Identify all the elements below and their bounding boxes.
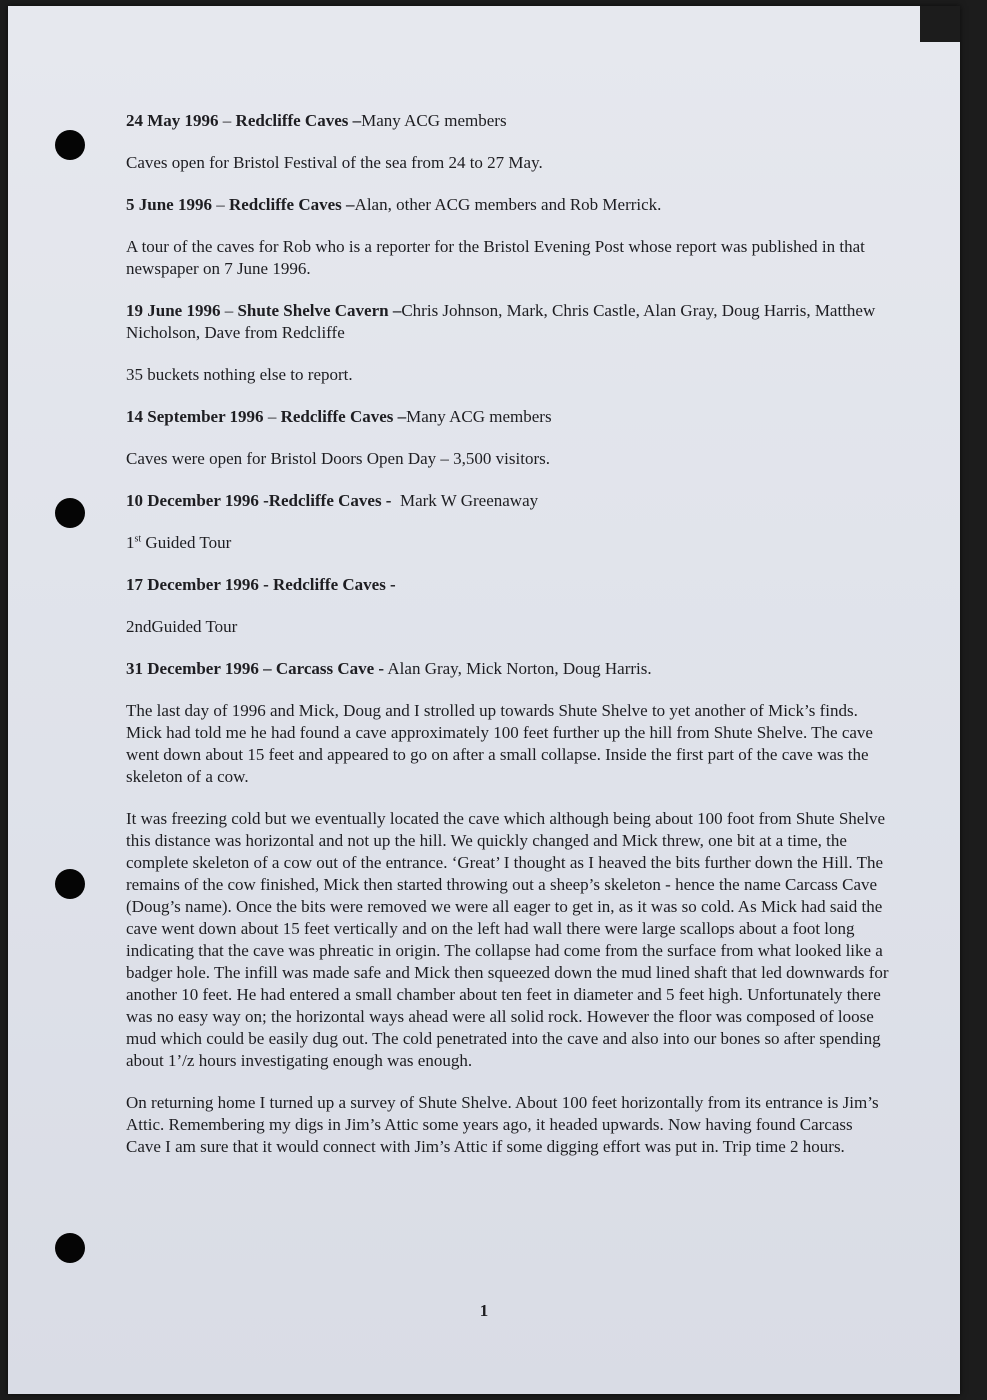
ordinal-suffix: st <box>134 533 142 545</box>
entry-people: Alan Gray, Mick Norton, Doug Harris. <box>384 659 652 678</box>
entry-people: Alan, other ACG members and Rob Merrick. <box>354 195 662 214</box>
entry-people: Mark W Greenaway <box>391 491 539 510</box>
entry-place: Carcass Cave - <box>275 659 385 678</box>
entry-body-rest: Guided Tour <box>141 533 232 552</box>
punch-hole <box>55 869 85 899</box>
narrative-paragraph: It was freezing cold but we eventually located the cave which although being about 100 foot from Shute Shelve this distance was horizontal and not up the hill. We quickly changed and Mick threw, one bit at a time, the complete skeleton of a cow out of the entrance. ‘Great’ I thought as I heaved the bits further down the Hill. The remains of the cow finished, Mick then started throwing out a sheep’s skeleton - hence the name Carcass Cave (Doug’s name). Once the bits were removed we were all eager to get in, as it was so cold. As Mick had said the cave went down about 15 feet vertically and on the left had wall there were large scallops about a foot long indicating that the cave was phreatic in origin. The collapse had come from the surface from what looked like a badger hole. The infill was made safe and Mick then squeezed down the mud lined shaft that led downwards for another 10 feet. He had entered a small chamber about ten feet in diameter and 5 feet high. Unfortunately there was no easy way on; the horizontal ways ahead were all solid rock. However the floor was composed of loose mud which could be easily dug out. The cold penetrated into the cave and also into our bones so after spending about 1’/z hours investigating enough was enough. <box>126 809 889 1070</box>
punch-hole <box>55 498 85 528</box>
entry-heading <box>126 658 891 680</box>
entry-heading <box>126 110 891 132</box>
page-number: 1 <box>479 1301 489 1320</box>
entry-people: Chris Johnson, Mark, Chris Castle, Alan Gray, Doug Harris, Matthew Nicholson, Dave from Redcliffe <box>126 301 876 342</box>
entry-date: 10 December 1996 <box>126 491 259 510</box>
document-page <box>8 6 960 1394</box>
entry-place: Redcliffe Caves – <box>235 111 362 130</box>
entry-date: 5 June 1996 <box>126 195 212 214</box>
entry-body: Caves open for Bristol Festival of the sea from 24 to 27 May. <box>126 153 543 172</box>
entry-separator: – <box>263 407 281 426</box>
entry-date: 17 December 1996 <box>126 575 259 594</box>
entry-people: Many ACG members <box>361 111 507 130</box>
entry-place: Redcliffe Caves – <box>228 195 355 214</box>
entry-place: Shute Shelve Cavern – <box>237 301 402 320</box>
entry-body: Caves were open for Bristol Doors Open Day – 3,500 visitors. <box>126 449 550 468</box>
entry-heading <box>126 194 891 216</box>
entry-separator: - <box>258 575 273 594</box>
punch-hole <box>55 130 85 160</box>
entry-heading <box>126 406 891 428</box>
entry-place: Redcliffe Caves – <box>280 407 407 426</box>
entry-separator: – <box>218 111 236 130</box>
entry-separator: – <box>211 195 229 214</box>
narrative-paragraph: The last day of 1996 and Mick, Doug and I strolled up towards Shute Shelve to yet another of Mick’s finds. Mick had told me he had found a cave approximately 100 feet further up the hill from Shute Shelve. The cave went down about 15 feet and appeared to go on after a small collapse. Inside the first part of the cave was the skeleton of a cow. <box>126 701 873 786</box>
entry-body: A tour of the caves for Rob who is a reporter for the Bristol Evening Post whose report was published in that newspaper on 7 June 1996. <box>126 237 865 278</box>
document-body <box>126 110 891 1158</box>
entry-date: 14 September 1996 <box>126 407 264 426</box>
entry-separator: - <box>258 491 269 510</box>
page-corner-shadow <box>920 6 960 42</box>
entry-heading <box>126 300 891 344</box>
punch-hole <box>55 1233 85 1263</box>
entry-date: 19 June 1996 <box>126 301 221 320</box>
narrative-paragraph: On returning home I turned up a survey of Shute Shelve. About 100 feet horizontally from its entrance is Jim’s Attic. Remembering my digs in Jim’s Attic some years ago, it headed upwards. Now having found Carcass Cave I am sure that it would connect with Jim’s Attic if some digging effort was put in. Trip time 2 hours. <box>126 1093 879 1156</box>
entry-body: 35 buckets nothing else to report. <box>126 365 353 384</box>
entry-place: Redcliffe Caves - <box>272 575 396 594</box>
entry-separator: – <box>258 659 276 678</box>
entry-body: 2ndGuided Tour <box>126 617 238 636</box>
ordinal-number: 1 <box>126 533 135 552</box>
entry-date: 31 December 1996 <box>126 659 259 678</box>
entry-heading <box>126 490 891 512</box>
entry-place: Redcliffe Caves - <box>268 491 392 510</box>
entry-date: 24 May 1996 <box>126 111 219 130</box>
entry-heading <box>126 574 891 596</box>
entry-body <box>126 532 891 554</box>
entry-separator: – <box>220 301 238 320</box>
entry-people: Many ACG members <box>406 407 552 426</box>
